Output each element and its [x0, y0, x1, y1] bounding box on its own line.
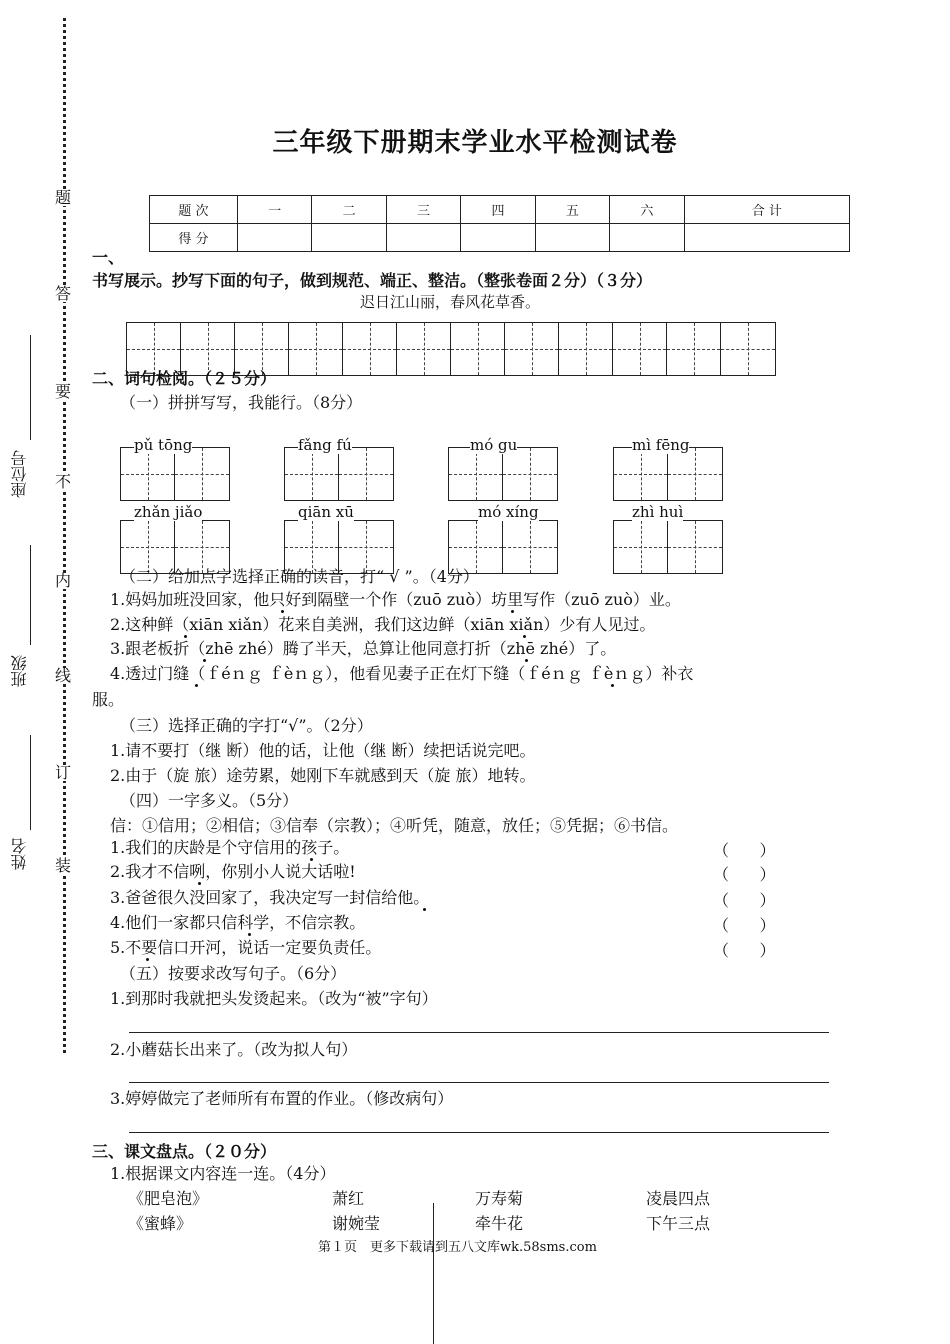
pinyin-prompt: mì fēng — [632, 436, 690, 454]
writing-cell[interactable] — [559, 323, 613, 375]
emphasis-dot — [511, 610, 514, 613]
pinyin-answer-box[interactable] — [613, 447, 723, 501]
name-rule[interactable] — [30, 735, 31, 830]
fold-char: 不 — [55, 472, 72, 491]
pinyin-prompt: pǔ tōng — [134, 436, 193, 454]
writing-cell[interactable] — [613, 323, 667, 375]
emphasis-dot — [203, 659, 206, 662]
writing-cell[interactable] — [614, 448, 668, 500]
writing-cell[interactable] — [121, 521, 175, 573]
question-item: 3.跟老板折（zhē zhé）腾了半天，总算让他同意打折（zhē zhé）了。 — [110, 639, 617, 658]
answer-blank[interactable]: （ ） — [713, 891, 776, 910]
part-4-title: （四）一字多义。（5分） — [120, 791, 299, 810]
match-item[interactable]: 萧红 — [332, 1189, 365, 1208]
match-item[interactable]: 凌晨四点 — [646, 1189, 711, 1208]
emphasis-dot — [611, 684, 614, 687]
pinyin-prompt: mó xíng — [478, 503, 539, 521]
pinyin-answer-box[interactable] — [448, 520, 558, 574]
emphasis-dot — [195, 684, 198, 687]
question-item: 2.小蘑菇长出来了。（改为拟人句） — [110, 1040, 358, 1059]
fold-char: 线 — [55, 666, 72, 685]
table-cell: 四 — [461, 196, 535, 224]
emphasis-dot — [525, 659, 528, 662]
section-3-heading: 三、课文盘点。（２０分） — [92, 1142, 277, 1161]
writing-cell[interactable] — [175, 521, 229, 573]
section-1-number: 一、 — [92, 248, 125, 267]
question-item: 1.请不要打（继 断）他的话，让他（继 断）续把话说完吧。 — [110, 741, 536, 760]
writing-cell[interactable] — [289, 323, 343, 375]
writing-cell[interactable] — [339, 448, 393, 500]
fold-char: 要 — [55, 382, 72, 401]
seat-number-rule[interactable] — [30, 335, 31, 440]
writing-cell[interactable] — [451, 323, 505, 375]
pinyin-answer-box[interactable] — [613, 520, 723, 574]
writing-cell[interactable] — [614, 521, 668, 573]
score-input-cell[interactable] — [238, 224, 312, 252]
part-5-title: （五）按要求改写句子。（6分） — [120, 964, 347, 983]
table-cell: 六 — [610, 196, 684, 224]
question-item: 3.爸爸很久没回家了，我决定写一封信给他。 — [110, 888, 430, 907]
emphasis-dot — [248, 933, 251, 936]
writing-cell[interactable] — [175, 448, 229, 500]
section-2-heading: 二、词句检阅。（２５分） — [92, 369, 277, 388]
page-divider-line — [433, 1203, 434, 1344]
class-label: 班级 — [10, 655, 29, 687]
pinyin-answer-box[interactable] — [284, 447, 394, 501]
class-rule[interactable] — [30, 545, 31, 645]
writing-cell[interactable] — [505, 323, 559, 375]
pinyin-answer-box[interactable] — [448, 447, 558, 501]
writing-cell[interactable] — [449, 448, 503, 500]
score-input-cell[interactable] — [535, 224, 609, 252]
question-item: 2.这种鲜（xiān xiǎn）花来自美洲，我们这边鲜（xiān xiǎn）少有人见过。 — [110, 615, 656, 634]
emphasis-dot — [523, 635, 526, 638]
emphasis-dot — [310, 858, 313, 861]
answer-blank[interactable]: （ ） — [713, 841, 776, 860]
writing-cell[interactable] — [285, 521, 339, 573]
question-item: 2.我才不信咧，你别小人说大话啦! — [110, 862, 356, 881]
page-footer: 第１页 更多下载请到五八文库wk.58sms.com — [318, 1240, 597, 1255]
table-cell: 二 — [312, 196, 386, 224]
answer-line[interactable] — [129, 1032, 829, 1033]
answer-blank[interactable]: （ ） — [713, 865, 776, 884]
match-item[interactable]: 万寿菊 — [475, 1189, 524, 1208]
part-3-title: （三）选择正确的字打“√”。（2分） — [120, 716, 373, 735]
writing-cell[interactable] — [668, 448, 722, 500]
table-cell: 得 分 — [150, 224, 238, 252]
pinyin-answer-box[interactable] — [284, 520, 394, 574]
part-2-title: （二）给加点字选择正确的读音，打“ √ ”。（4分） — [120, 567, 479, 586]
seat-number-label: 座位号 — [10, 450, 29, 498]
score-table-header-row — [150, 196, 850, 224]
writing-cell[interactable] — [667, 323, 721, 375]
pinyin-answer-box[interactable] — [120, 520, 230, 574]
match-item[interactable]: 下午三点 — [646, 1214, 711, 1233]
pinyin-prompt: qiān xū — [298, 503, 354, 521]
fold-char: 内 — [55, 571, 72, 590]
writing-cell[interactable] — [668, 521, 722, 573]
pinyin-prompt: fǎng fú — [298, 436, 352, 454]
copy-sentence: 迟日江山丽，春风花草香。 — [360, 293, 541, 311]
answer-line[interactable] — [129, 1082, 829, 1083]
score-input-cell[interactable] — [312, 224, 386, 252]
match-item[interactable]: 《蜜蜂》 — [128, 1214, 193, 1233]
fold-char: 题 — [55, 188, 72, 207]
writing-cell[interactable] — [721, 323, 775, 375]
binding-dotted-line — [63, 18, 66, 1053]
pinyin-prompt: mó gu — [470, 436, 518, 454]
score-input-cell[interactable] — [684, 224, 849, 252]
match-item[interactable]: 《肥皂泡》 — [128, 1189, 209, 1208]
score-table — [149, 195, 850, 252]
pinyin-prompt: zhǎn jiǎo — [134, 503, 203, 521]
writing-cell[interactable] — [397, 323, 451, 375]
score-input-cell[interactable] — [461, 224, 535, 252]
writing-cell[interactable] — [343, 323, 397, 375]
question-item: 4.他们一家都只信科学，不信宗教。 — [110, 913, 366, 932]
table-cell: 一 — [238, 196, 312, 224]
fold-char: 装 — [55, 856, 72, 875]
writing-cell[interactable] — [503, 448, 557, 500]
answer-line[interactable] — [129, 1132, 829, 1133]
pinyin-prompt: zhì huì — [632, 503, 684, 521]
answer-blank[interactable]: （ ） — [713, 941, 776, 960]
page-title: 三年级下册期末学业水平检测试卷 — [272, 128, 678, 158]
question-item: 1.根据课文内容连一连。（4分） — [110, 1164, 336, 1183]
emphasis-dot — [423, 908, 426, 911]
match-item[interactable]: 谢婉莹 — [332, 1214, 381, 1233]
writing-cell[interactable] — [449, 521, 503, 573]
question-item: 服。 — [92, 690, 125, 709]
emphasis-dot — [281, 610, 284, 613]
writing-cell[interactable] — [339, 521, 393, 573]
table-cell: 三 — [386, 196, 460, 224]
writing-cell[interactable] — [503, 521, 557, 573]
score-table-score-row — [150, 224, 850, 252]
emphasis-dot — [184, 635, 187, 638]
table-cell: 五 — [535, 196, 609, 224]
answer-blank[interactable]: （ ） — [713, 916, 776, 935]
writing-cell[interactable] — [121, 448, 175, 500]
fold-char: 答 — [55, 284, 72, 303]
fold-char: 订 — [55, 763, 72, 782]
table-cell: 合 计 — [684, 196, 849, 224]
section-1-heading: 书写展示。抄写下面的句子，做到规范、端正、整洁。（整张卷面２分）（３分） — [92, 271, 653, 290]
score-input-cell[interactable] — [386, 224, 460, 252]
emphasis-dot — [146, 958, 149, 961]
part-1-title: （一）拼拼写写，我能行。（8分） — [120, 393, 363, 412]
writing-cell[interactable] — [285, 448, 339, 500]
question-item: 1.妈妈加班没回家，他只好到隔壁一个作（zuō zuò）坊里写作（zuō zuò）业。 — [110, 590, 681, 609]
table-cell: 题 次 — [150, 196, 238, 224]
score-input-cell[interactable] — [610, 224, 684, 252]
match-item[interactable]: 牵牛花 — [475, 1214, 524, 1233]
question-item: 4.透过门缝（ｆéｎｇ ｆèｎｇ），他看见妻子正在灯下缝（ｆéｎｇ ｆèｎｇ）补衣 — [110, 664, 694, 683]
emphasis-dot — [198, 882, 201, 885]
name-label: 姓名 — [10, 838, 29, 870]
question-item: 3.婷婷做完了老师所有布置的作业。（修改病句） — [110, 1089, 454, 1108]
question-item: 2.由于（旋 旅）途劳累，她刚下车就感到天（旋 旅）地转。 — [110, 766, 536, 785]
question-item: 1.我们的庆龄是个守信用的孩子。 — [110, 838, 350, 857]
question-item: 1.到那时我就把头发烫起来。（改为“被”字句） — [110, 989, 438, 1008]
pinyin-answer-box[interactable] — [120, 447, 230, 501]
question-item: 5.不要信口开河，说话一定要负责任。 — [110, 938, 382, 957]
meanings-list: 信：①信用；②相信；③信奉（宗教）；④听凭，随意，放任；⑤凭据；⑥书信。 — [110, 816, 679, 835]
